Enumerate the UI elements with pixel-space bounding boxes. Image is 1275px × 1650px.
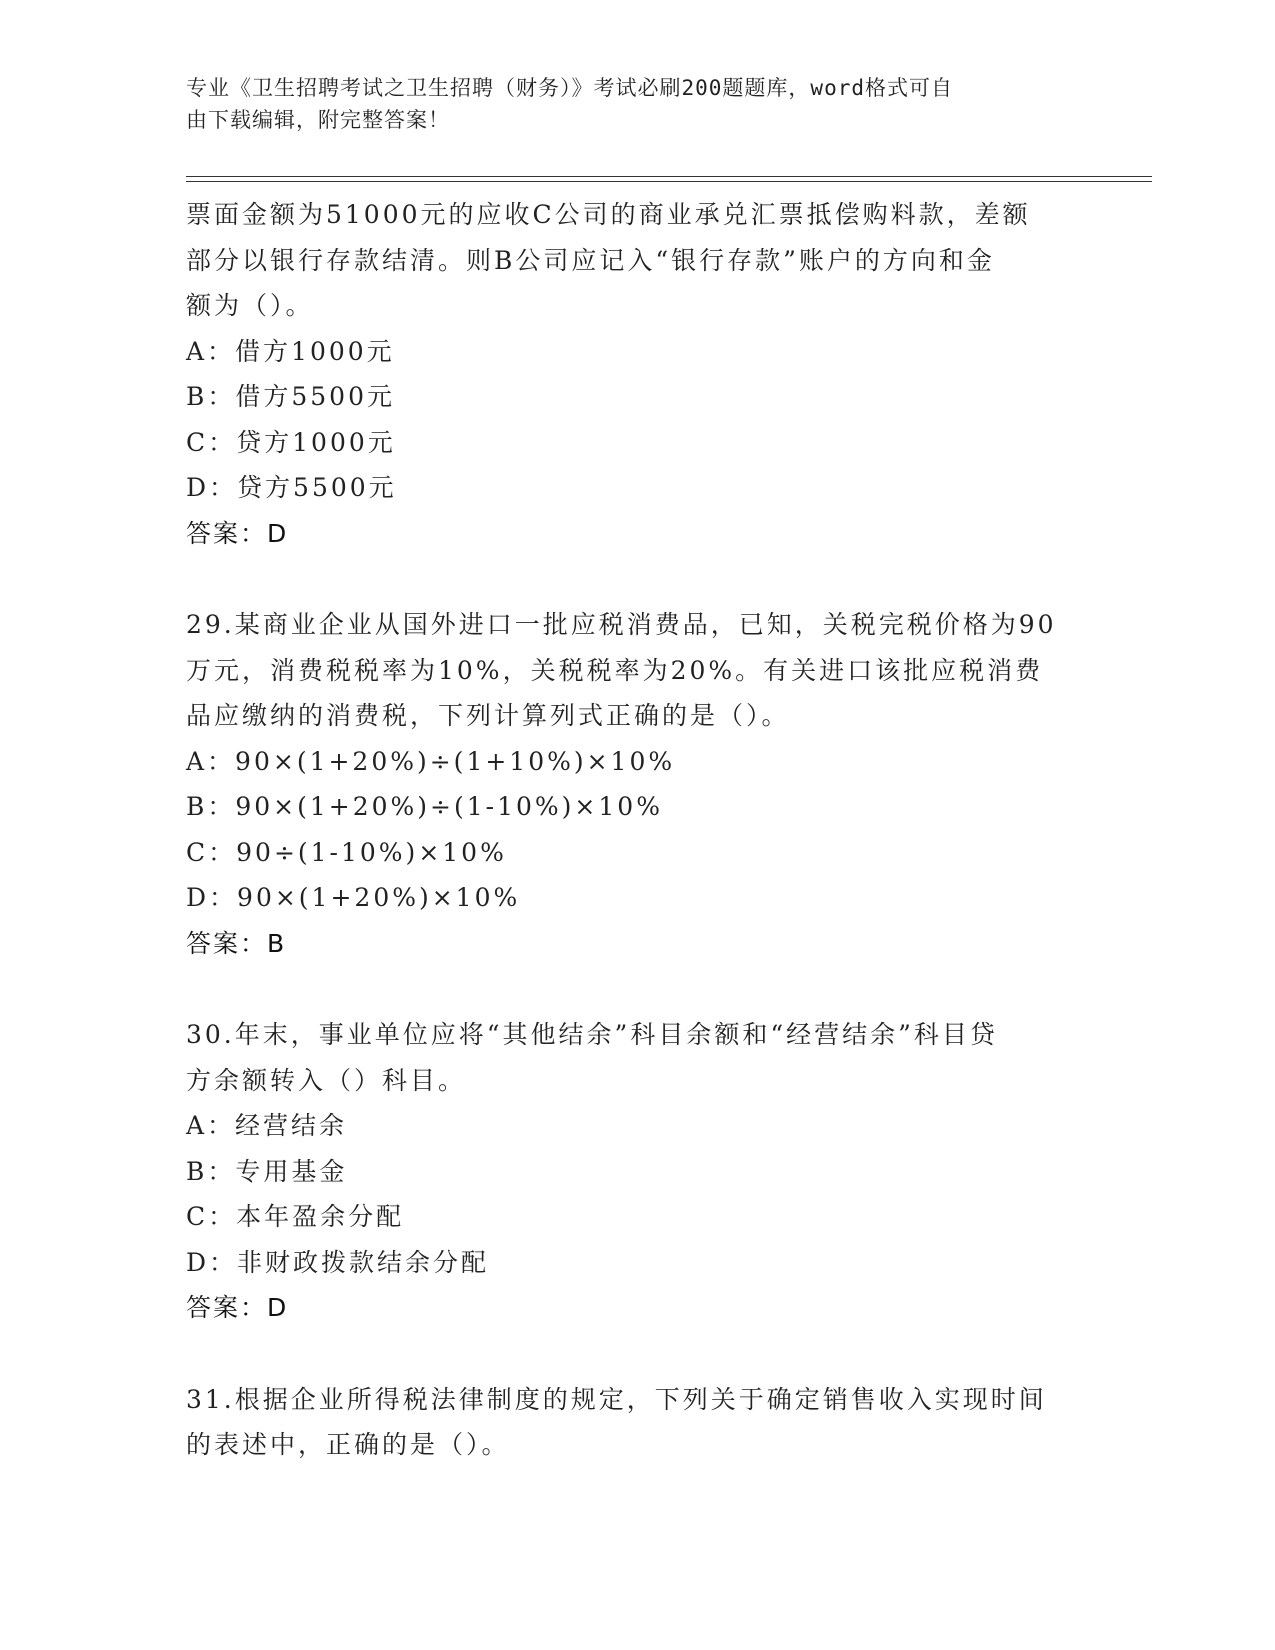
header-divider-bottom: [186, 181, 1152, 182]
question-stem-line: 31.根据企业所得税法律制度的规定，下列关于确定销售收入实现时间: [186, 1384, 1047, 1414]
question-stem-line: 30.年末，事业单位应将“其他结余”科目余额和“经营结余”科目贷: [186, 1020, 998, 1049]
question-stem-line: 万元，消费税税率为10%，关税税率为20%。有关进口该批应税消费: [186, 655, 1044, 685]
option-a: A：90×(1+20%)÷(1+10%)×10%: [186, 746, 676, 776]
option-a: A：借方1000元: [186, 336, 395, 366]
question-29: [186, 602, 1086, 966]
option-c: C：本年盈余分配: [186, 1202, 405, 1231]
question-spacer: [186, 556, 1086, 602]
option-d: D：贷方5500元: [186, 473, 397, 502]
option-b: B：借方5500元: [186, 382, 395, 411]
question-list: [186, 192, 1086, 1468]
question-stem-line: 票面金额为51000元的应收C公司的商业承兑汇票抵偿购料款，差额: [186, 200, 1031, 229]
answer-text: 答案：D: [186, 1293, 289, 1322]
answer-text: 答案：B: [186, 928, 287, 958]
option-d: D：非财政拨款结余分配: [186, 1247, 490, 1277]
question-31: [186, 1377, 1086, 1468]
header-line-1: 专业《卫生招聘考试之卫生招聘（财务）》考试必刷200题题库，word格式可自: [186, 76, 953, 100]
question-stem-line: 的表述中，正确的是（）。: [186, 1430, 510, 1459]
question-spacer: [186, 1331, 1086, 1377]
question-spacer: [186, 966, 1086, 1012]
header-divider-top: [186, 176, 1152, 177]
option-c: C：90÷(1-10%)×10%: [186, 837, 507, 867]
answer-text: 答案：D: [186, 518, 289, 548]
question-stem-line: 方余额转入（）科目。: [186, 1065, 467, 1095]
option-c: C：贷方1000元: [186, 427, 396, 457]
question-stem-line: 部分以银行存款结清。则B公司应记入“银行存款”账户的方向和金: [186, 245, 995, 275]
document-header: [186, 72, 1066, 136]
option-b: B：专用基金: [186, 1156, 348, 1186]
header-line-2: 由下载编辑，附完整答案！: [186, 108, 450, 132]
option-b: B：90×(1+20%)÷(1-10%)×10%: [186, 792, 663, 821]
question-stem-line: 29.某商业企业从国外进口一批应税消费品，已知，关税完税价格为90: [186, 610, 1057, 639]
option-a: A：经营结余: [186, 1111, 348, 1140]
question-stem-line: 品应缴纳的消费税，下列计算列式正确的是（）。: [186, 701, 790, 730]
question-28: [186, 192, 1086, 556]
question-30: [186, 1012, 1086, 1331]
option-d: D：90×(1+20%)×10%: [186, 883, 521, 912]
question-stem-line: 额为（）。: [186, 291, 314, 320]
